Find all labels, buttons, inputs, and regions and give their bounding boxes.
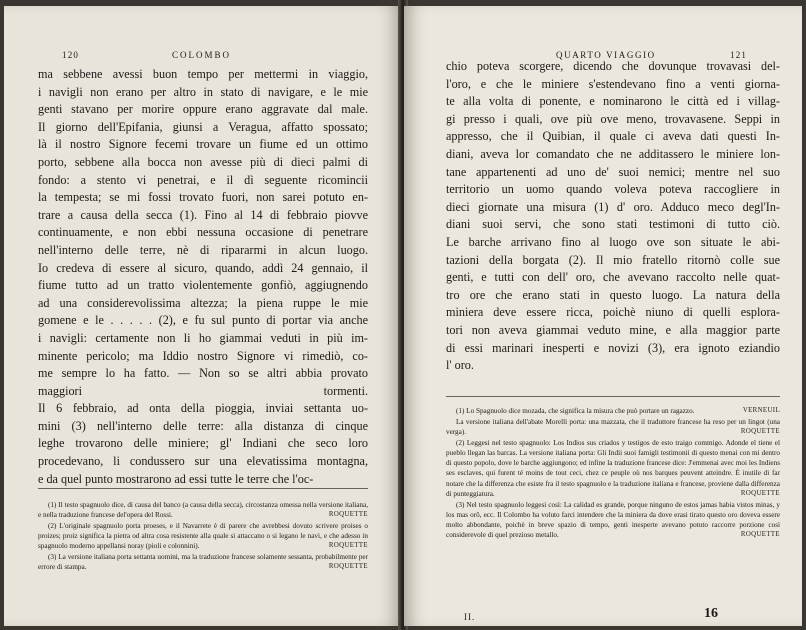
left-page-number: 120 (62, 50, 80, 60)
left-body-line: fiume tutto ad un tratto violentemente gonfiò, aggiugnendo (38, 278, 368, 293)
left-running-title: COLOMBO (172, 50, 232, 60)
footnote-text: (1) Il testo spagnuolo dice, di causa del banco (a causa della secca), circostanza omessa nella versione italiana, e nella traduzione francese del'opera del Rossi. (38, 501, 368, 520)
left-body-line: fondo: a stento vi penetrai, e il dì seguente ricomincii (38, 172, 368, 187)
left-body-line: e da quel punto mostrarono ad essi tutte le terre che l'oc- (38, 471, 314, 486)
footnote-signature: ROQUETTE (740, 428, 780, 435)
footnote-signature: ROQUETTE (328, 542, 368, 550)
footnote-text: (1) Lo Spagnuolo dice mozada, che significa la misura che può portare un ragazzo. (456, 407, 695, 415)
right-body-line: tori non aveva giammai veduto mine, e alla maggior parte (446, 322, 780, 337)
footnote (38, 521, 368, 552)
right-page-number: 121 (730, 50, 748, 60)
left-page (4, 6, 400, 626)
right-body-line: l' oro. (446, 358, 474, 373)
right-body-line: diani, aveva lor comandato che ne additassero le miniere lon- (446, 146, 780, 161)
footnote-signature: ROQUETTE (328, 563, 368, 571)
left-body-line: ad una considerevolissima altezza; la piena ruppe le mie (38, 295, 368, 310)
left-body-line: gomene e le . . . . . (2), e fu sul punto di portar via anche (38, 313, 368, 328)
right-body-line: diani suoi servi, che sono stati testimoni di tutto ciò. (446, 217, 780, 232)
left-body-line: continuamente, e non ebbi nessuna occasione di penetrare (38, 225, 368, 240)
left-body-line: ma sebbene avessi buon tempo per mettermi in viaggio, (38, 67, 368, 81)
left-body-line: nell'interno delle terre, nè di ripararmi in alcun luogo. (38, 242, 368, 257)
right-body-line: miniera deve essere ricca, poichè niuno di quelli esplora- (446, 305, 780, 320)
right-page (404, 6, 802, 626)
right-body-text (446, 58, 780, 375)
left-body-line: me sempre lo ha fatto. — Non so se altri abbia provato (38, 366, 368, 381)
footnote-text: (2) Leggesi nel testo spagnuolo: Los Indios sus criados y testigos de esto traigo commigo. Adonde el tiene el pueblo llegan las barcas. La versione italiana porta: Gli Indii suoi famigli testimonii di questo menai con mi dentro di questo popolo, dove le barche aggiungono; ed infine la traduzione francese dice: J'emmenai avec moi les Indiens ses esclaves, qui furent té moins de tout ceci, chez ce peuple où nos barques peuvent atteindre. È inutile di far notare che la differenza che esiste fra il testo spagnuolo e la traduzione italiana e francese, proviene dalla differenza di punteggiatura. (446, 438, 780, 498)
right-body-line: l'oro, e che le miniere s'estendevano fino a venti giorna- (446, 76, 780, 91)
right-running-title: QUARTO VIAGGIO (556, 50, 656, 60)
footnote-text: (3) La versione italiana porta settanta uomini, ma la traduzione francese solamente sessanta, probabilmente per errore di stampa. (38, 553, 368, 572)
left-body-line: minente pericolo; ma Iddio nostro Signore vi rimediò, co- (38, 348, 368, 363)
footnote-text: (3) Nel testo spagnuolo leggesi così: La calidad es grande, porque ninguno de estos jamas habia vistos minas, y los mas orô, ecc. Il Colombo ha voluto farci intendere che la miniera da dove erasi tirato questo oro doveva essere molto abbondante, poichè in breve spazio di tempo, genti inesperte avevano potuto raccorre porzione così considerevole di quel prezioso metallo. (446, 500, 780, 540)
left-body-line: procedevano, li condussero sur una elevatissima montagna, (38, 454, 368, 469)
left-body-line: i navigli: certamente non li ho giammai veduti in più im- (38, 330, 368, 345)
right-footnotes (446, 406, 780, 541)
left-body-line: leghe trovarono delle miniere; gl' Indiani che seco loro (38, 436, 368, 451)
left-body-line: Io credeva di essere al sicuro, quando, addì 24 gennaio, il (38, 260, 368, 275)
right-body-line: gi presso i quali, ove più ove meno, trovavasene. Seppi in (446, 111, 780, 126)
left-body-line: mini (3) nell'interno delle terre: alla distanza di cinque (38, 418, 368, 433)
left-body-text (38, 66, 368, 488)
right-body-line: tazioni della borgata (2). Il mio fratello ritornò colle sue (446, 252, 780, 267)
right-body-line: te alla volta di ponente, e nominarono le città ed i villag- (446, 94, 780, 109)
footnote (446, 500, 780, 541)
right-body-line: territorio un uomo quando voleva poteva raccogliere in (446, 182, 780, 197)
right-body-line: tro ore che erano stati in questo luogo. La natura della (446, 287, 780, 302)
left-body-line: porto, sebbene alla bocca non avesse più di dieci palmi di (38, 154, 368, 169)
footnote-signature: ROQUETTE (740, 489, 780, 497)
right-body-line: di essi marinari inesperti e novizi (3), era ignoto eziandio (446, 340, 780, 355)
left-body-line: là il nostro Signore fecemi trovare un fiume ed un ottimo (38, 137, 368, 152)
left-body-line: genti stavano per morire oppure erano aggravate dal male. (38, 102, 368, 117)
footnote-signature: VERNEUIL (742, 407, 780, 414)
footnote-text: La versione italiana dell'abate Morelli porta: una mazzata, che il traduttore francese ha reso per un lingot (una verga). (446, 417, 780, 436)
right-body-line: genti, e tutti con dell' oro, che avevano raccolto nelle quat- (446, 270, 780, 285)
right-body-line: tane appartenenti ad uno de' suoi nemici; mentre nel suo (446, 164, 780, 179)
left-body-line: i navigli non erano per altro in stato di navigare, e le mie (38, 84, 368, 99)
left-body-line: maggiori tormenti. (38, 383, 368, 398)
footnote (38, 500, 368, 520)
left-footnote-rule (38, 488, 368, 489)
signature-mark: II. (464, 612, 476, 622)
sheet-number: 16 (704, 606, 718, 621)
right-body-line: appresso, che il Quibian, il quale ci aveva dati questi In- (446, 129, 780, 144)
left-footnotes (38, 500, 368, 573)
left-body-line: Il giorno dell'Epifania, giunsi a Veragua, affatto spossato; (38, 119, 368, 134)
footnote (446, 438, 780, 499)
footnote-text: (2) L'originale spagnuolo porta proeses, e il Navarrete è di parere che avrebbesi dovuto scrivere proises o proizes; proiz significa la pietra od altra cosa resistente alla quale si attaccano o si legano le navi, e che adesso in spagnuolo moderno appellansi noray (pioli e colonnini). (38, 522, 368, 551)
left-body-line: la tempesta; se mi fossi trovato fuori, non sarei potuto en- (38, 190, 368, 205)
right-footnote-rule (446, 396, 780, 397)
footnote (38, 552, 368, 572)
left-body-line: trare a causa della secca (1). Fino al 14 di febbraio piovve (38, 207, 368, 222)
footnote-signature: ROQUETTE (740, 531, 780, 539)
footnote (446, 406, 780, 416)
left-body-line: Il 6 febbraio, ad onta della pioggia, inviai settanta uo- (38, 401, 368, 416)
footnote-signature: ROQUETTE (328, 511, 368, 519)
right-body-line: chio poteva scorgere, dicendo che dovunque trovavasi del- (446, 59, 780, 73)
right-body-line: Le barche arrivano fino al luogo ove son situate le abi- (446, 234, 780, 249)
right-body-line: dieci giornate una misura (1) d' oro. Adduco meco degl'In- (446, 199, 780, 214)
footnote (446, 417, 780, 437)
